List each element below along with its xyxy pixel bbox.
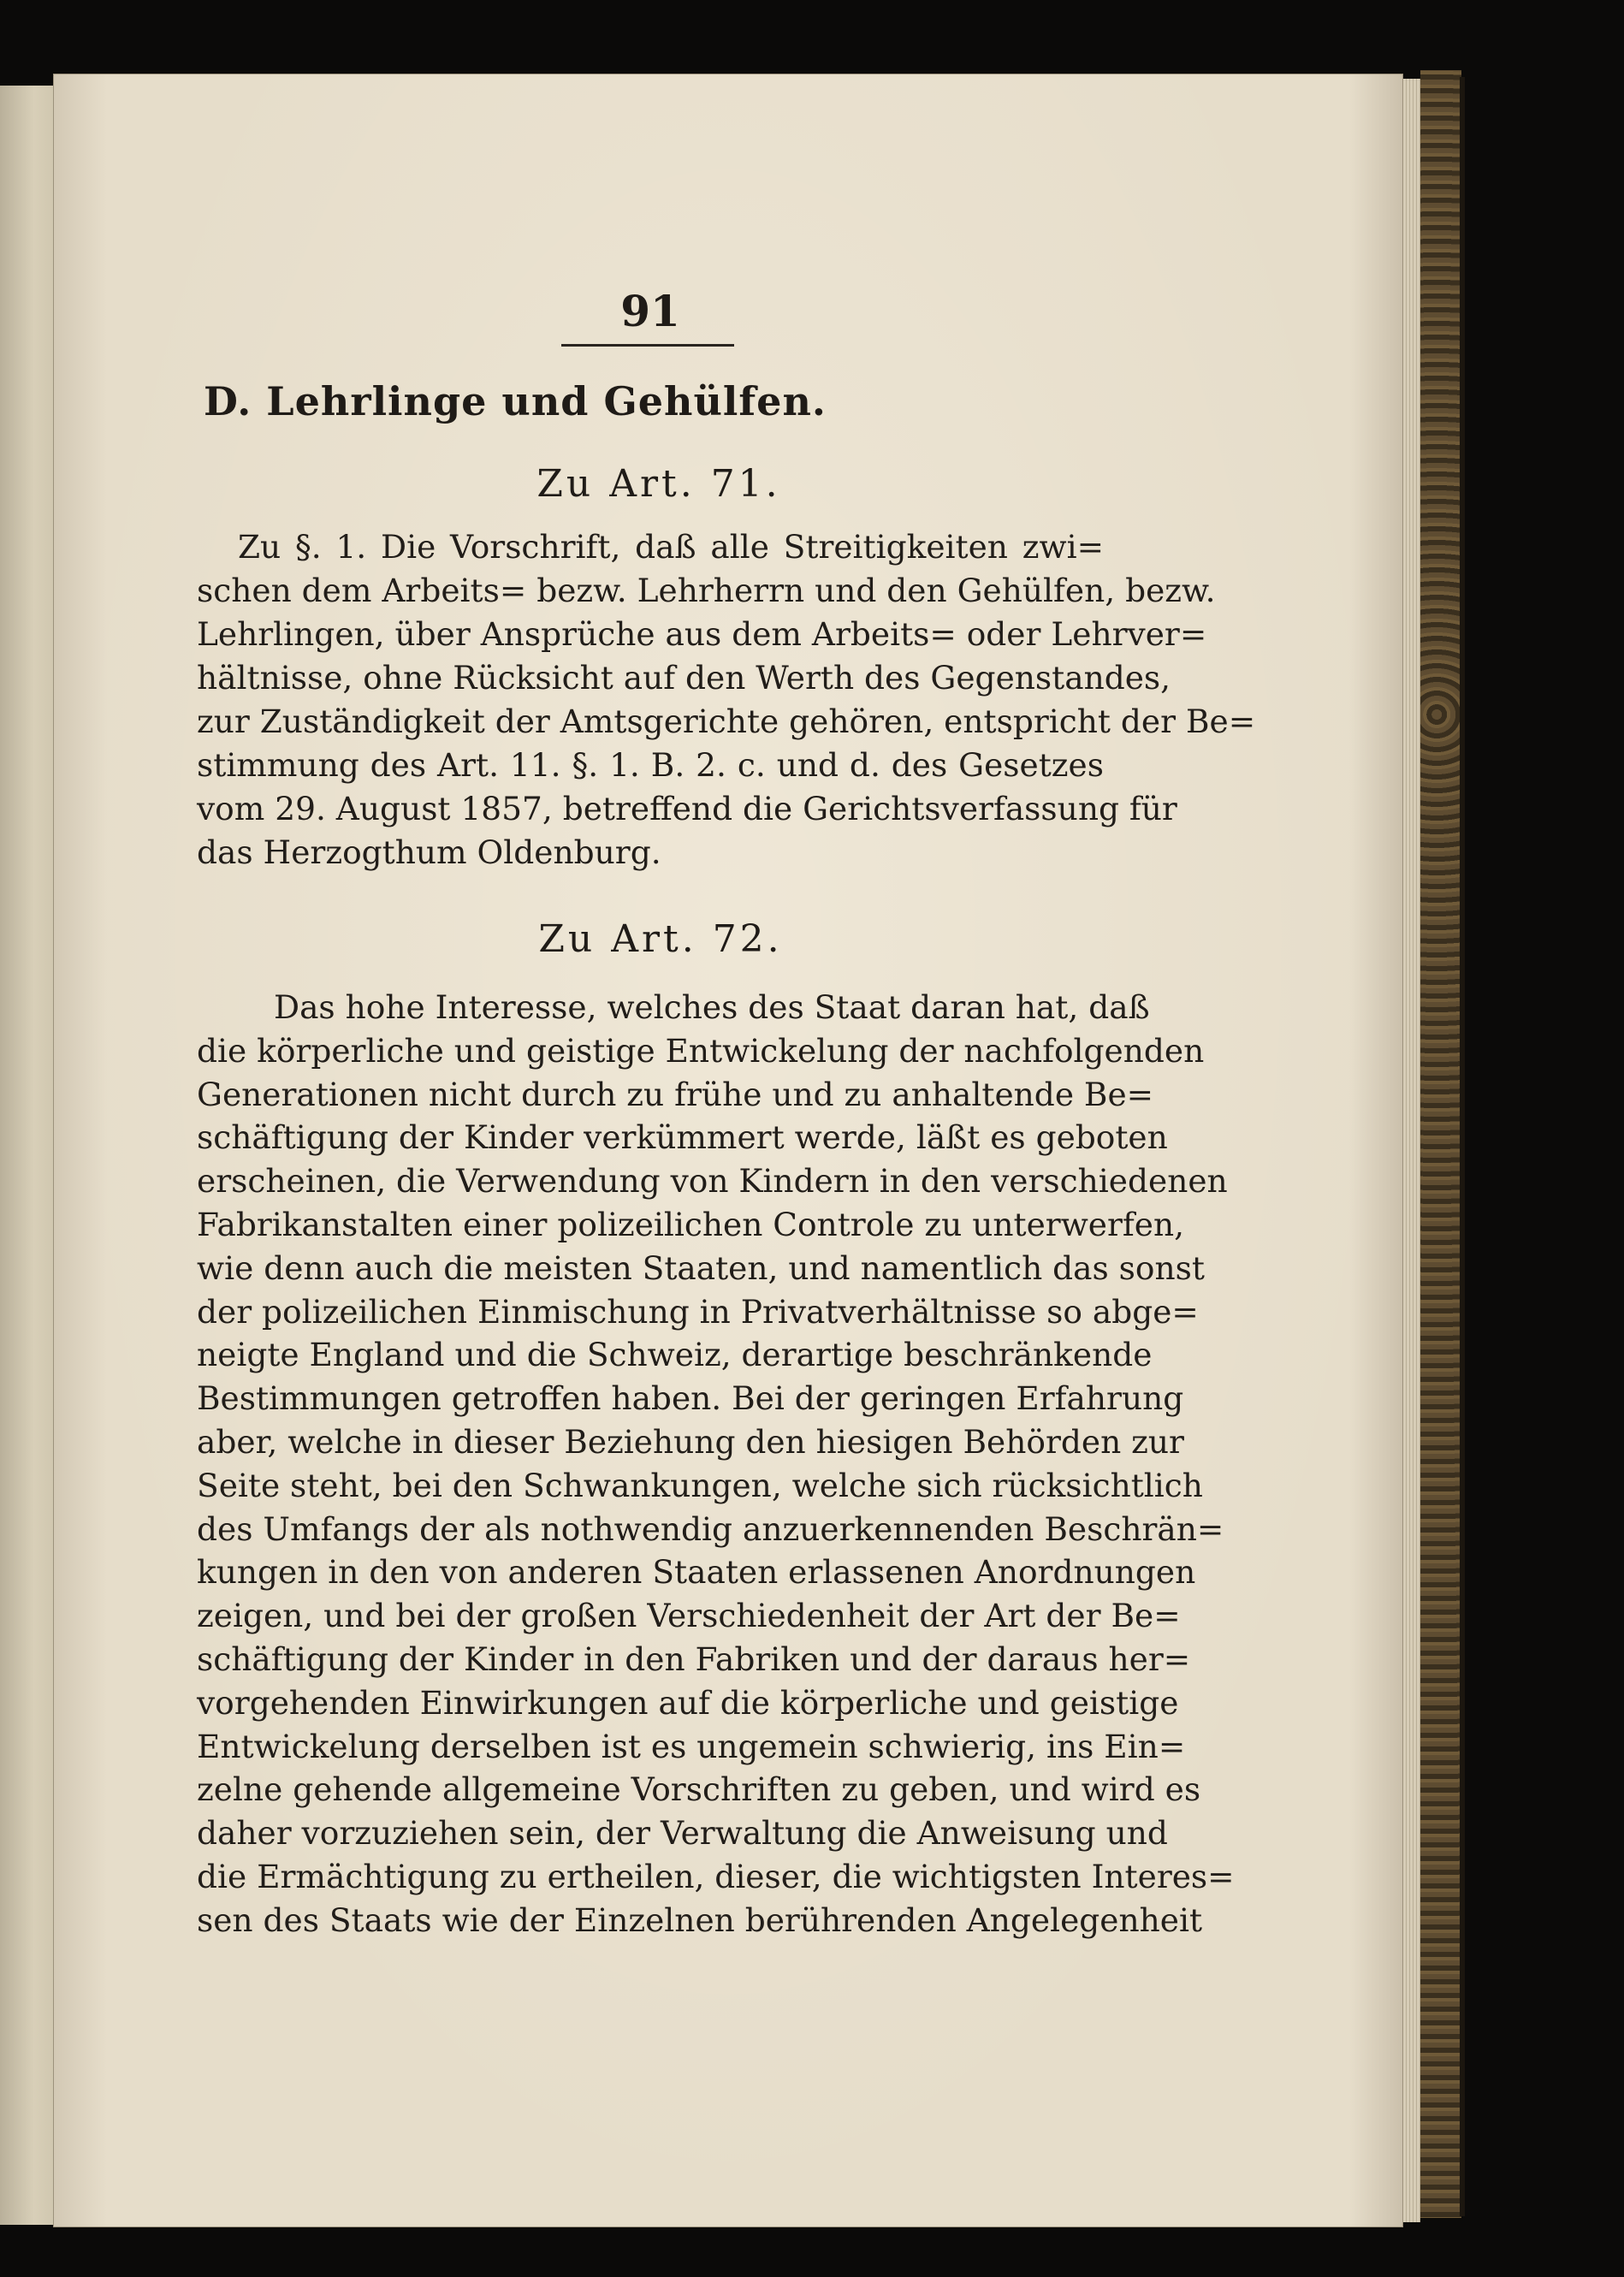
text-line: die Ermächtigung zu ertheilen, dieser, die wichtigsten Interes= xyxy=(197,1857,1235,1895)
text-line: zelne gehende allgemeine Vorschriften zu geben, und wird es xyxy=(197,1770,1201,1809)
text-line: Zu §. 1. Die Vorschrift, daß alle Streitigkeiten zwi= xyxy=(238,528,1104,566)
book-cover xyxy=(1420,70,1461,2218)
text-line: Generationen nicht durch zu frühe und zu anhaltende Be= xyxy=(197,1075,1154,1113)
article-71-heading: Zu Art. 71. xyxy=(536,462,781,506)
text-line: zur Zuständigkeit der Amtsgerichte gehören, entspricht der Be= xyxy=(197,703,1256,740)
text-line: schäftigung der Kinder verkümmert werde, läßt es geboten xyxy=(197,1118,1168,1157)
text-line: des Umfangs der als nothwendig anzuerkennenden Beschrän= xyxy=(197,1509,1224,1548)
text-line: das Herzogthum Oldenburg. xyxy=(197,833,661,871)
cover-edge xyxy=(1460,77,1465,2216)
text-line: Lehrlingen, über Ansprüche aus dem Arbeits= oder Lehrver= xyxy=(197,615,1207,653)
section-title: D. Lehrlinge und Gehülfen. xyxy=(204,378,827,424)
text-line: Fabrikanstalten einer polizeilichen Controle zu unterwerfen, xyxy=(197,1205,1185,1243)
text-line: Bestimmungen getroffen haben. Bei der geringen Erfahrung xyxy=(197,1379,1184,1418)
text-line: Seite steht, bei den Schwankungen, welche sich rücksichtlich xyxy=(197,1466,1203,1504)
page-stack-edges xyxy=(1403,79,1420,2222)
text-line: wie denn auch die meisten Staaten, und namentlich das sonst xyxy=(197,1248,1205,1287)
article-72-heading: Zu Art. 72. xyxy=(538,917,783,961)
article-72-paragraph xyxy=(197,986,1235,1942)
text-line: erscheinen, die Verwendung von Kindern in den verschiedenen xyxy=(197,1162,1228,1201)
text-line: stimmung des Art. 11. §. 1. B. 2. c. und d. des Gesetzes xyxy=(197,746,1104,784)
text-line: vorgehenden Einwirkungen auf die körperliche und geistige xyxy=(197,1683,1179,1722)
text-line: Das hohe Interesse, welches des Staat daran hat, daß xyxy=(274,988,1150,1026)
text-line: schäftigung der Kinder in den Fabriken und der daraus her= xyxy=(197,1640,1191,1678)
text-line: schen dem Arbeits= bezw. Lehrherrn und den Gehülfen, bezw. xyxy=(197,572,1216,609)
page-number: 91 xyxy=(620,286,680,336)
text-line: sen des Staats wie der Einzelnen berührenden Angelegenheit xyxy=(197,1900,1203,1939)
text-line: neigte England und die Schweiz, derartige beschränkende xyxy=(197,1336,1153,1374)
text-line: zeigen, und bei der großen Verschiedenheit der Art der Be= xyxy=(197,1597,1181,1635)
text-line: vom 29. August 1857, betreffend die Gerichtsverfassung für xyxy=(197,790,1177,827)
text-line: kungen in den von anderen Staaten erlassenen Anordnungen xyxy=(197,1553,1196,1592)
left-page-edge xyxy=(0,86,58,2225)
text-line: Entwickelung derselben ist es ungemein schwierig, ins Ein= xyxy=(197,1727,1186,1765)
text-line: aber, welche in dieser Beziehung den hiesigen Behörden zur xyxy=(197,1422,1184,1461)
text-line: der polizeilichen Einmischung in Privatverhältnisse so abge= xyxy=(197,1292,1199,1331)
text-line: daher vorzuziehen sein, der Verwaltung die Anweisung und xyxy=(197,1814,1168,1853)
text-line: die körperliche und geistige Entwickelung der nachfolgenden xyxy=(197,1031,1205,1070)
page-number-rule xyxy=(561,344,734,347)
article-71-paragraph xyxy=(197,525,1256,875)
text-line: hältnisse, ohne Rücksicht auf den Werth des Gegenstandes, xyxy=(197,659,1171,697)
